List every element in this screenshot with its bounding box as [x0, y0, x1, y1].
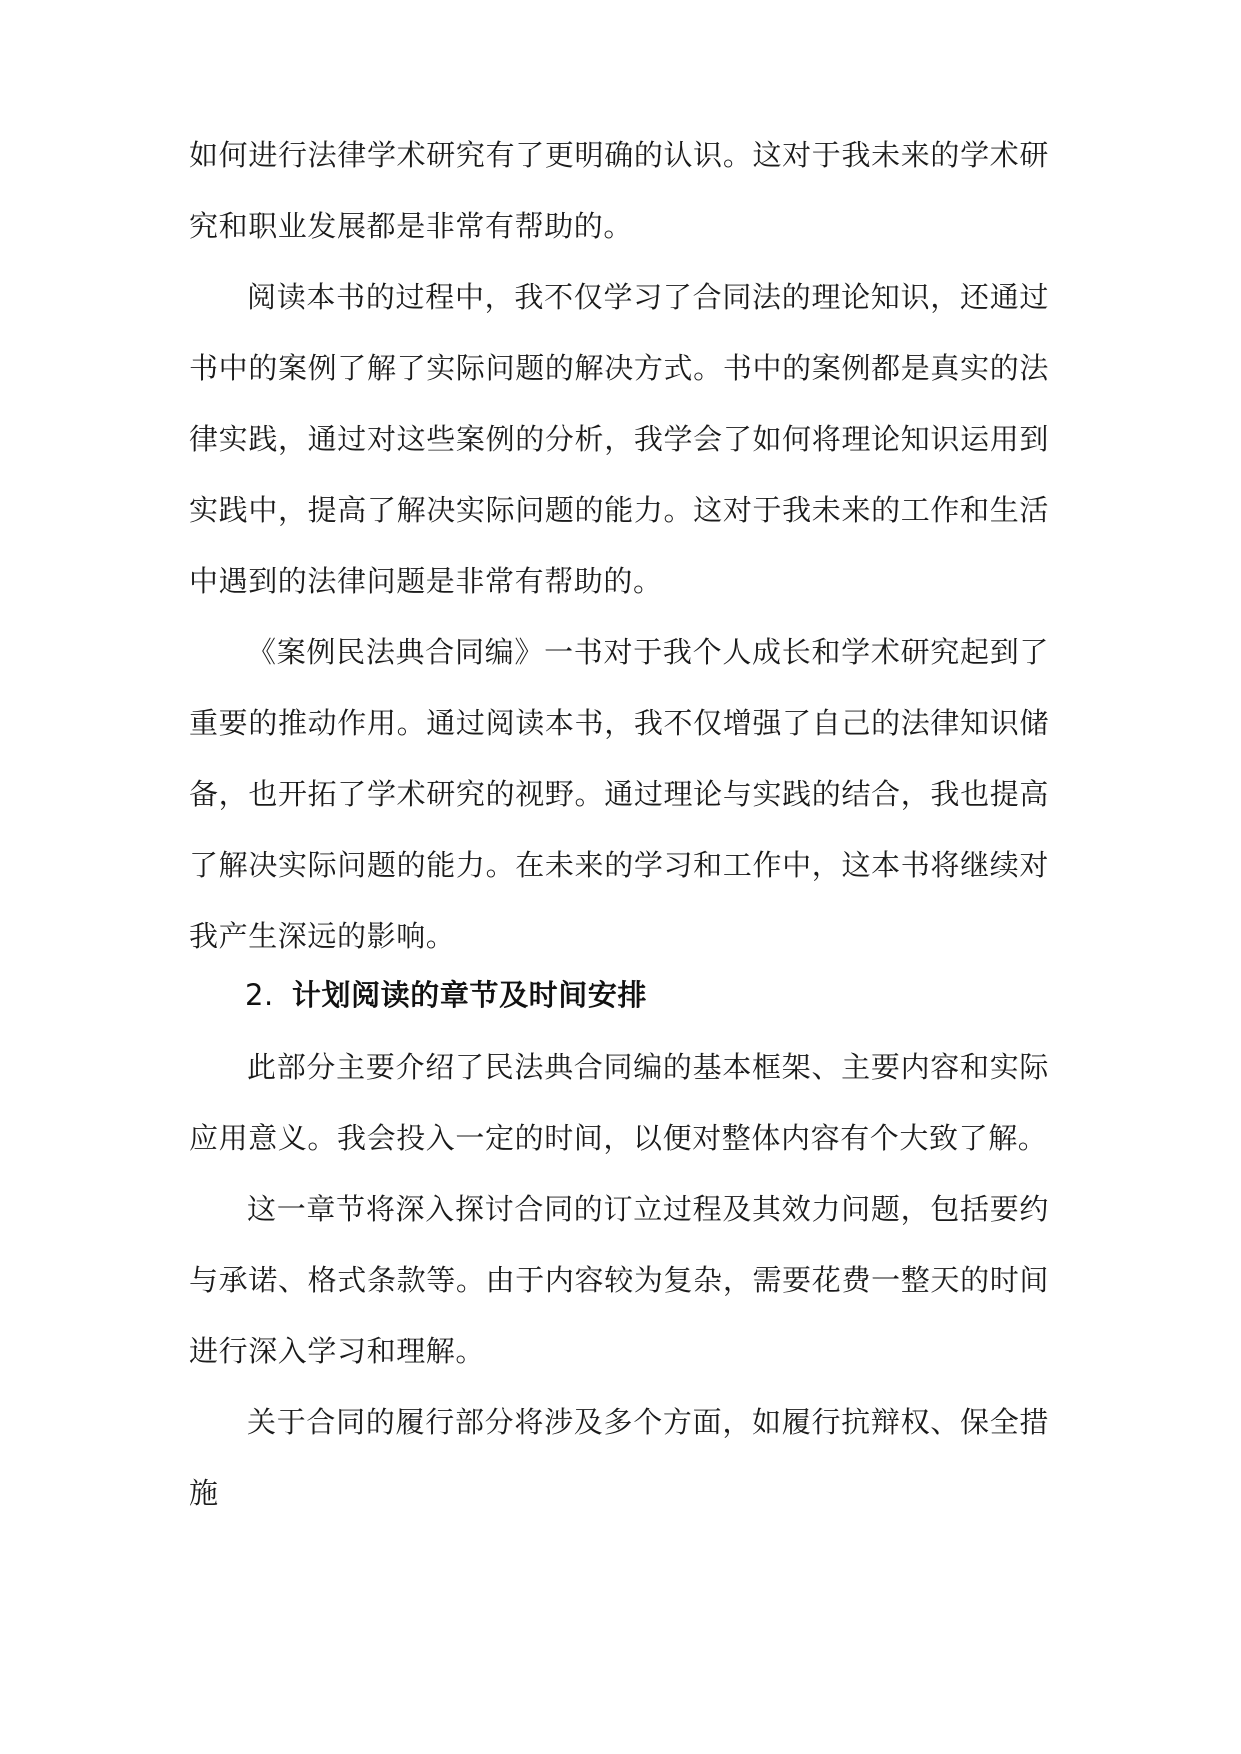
section-number: 2.	[245, 978, 274, 1012]
section-heading	[245, 960, 647, 1031]
body-text-bottom	[189, 1032, 1049, 1529]
paragraph-book-impact: 《案例民法典合同编》一书对于我个人成长和学术研究起到了重要的推动作用。通过阅读本书，我不仅增强了自己的法律知识储备，也开拓了学术研究的视野。通过理论与实践的结合，我也提高了解决实际问题的能力。在未来的学习和工作中，这本书将继续对我产生深远的影响。	[189, 635, 1049, 953]
paragraph-framework: 此部分主要介绍了民法典合同编的基本框架、主要内容和实际应用意义。我会投入一定的时间，以便对整体内容有个大致了解。	[189, 1050, 1049, 1155]
body-text-top	[189, 120, 1049, 972]
paragraph-formation: 这一章节将深入探讨合同的订立过程及其效力问题，包括要约与承诺、格式条款等。由于内容较为复杂，需要花费一整天的时间进行深入学习和理解。	[189, 1192, 1049, 1368]
section-title: 计划阅读的章节及时间安排	[291, 978, 648, 1012]
paragraph-reading-process: 阅读本书的过程中，我不仅学习了合同法的理论知识，还通过书中的案例了解了实际问题的解决方式。书中的案例都是真实的法律实践，通过对这些案例的分析，我学会了如何将理论知识运用到实践中，提高了解决实际问题的能力。这对于我未来的工作和生活中遇到的法律问题是非常有帮助的。	[189, 280, 1049, 598]
paragraph-performance: 关于合同的履行部分将涉及多个方面，如履行抗辩权、保全措施	[189, 1405, 1049, 1510]
paragraph-continuation: 如何进行法律学术研究有了更明确的认识。这对于我未来的学术研究和职业发展都是非常有帮助的。	[189, 138, 1049, 243]
